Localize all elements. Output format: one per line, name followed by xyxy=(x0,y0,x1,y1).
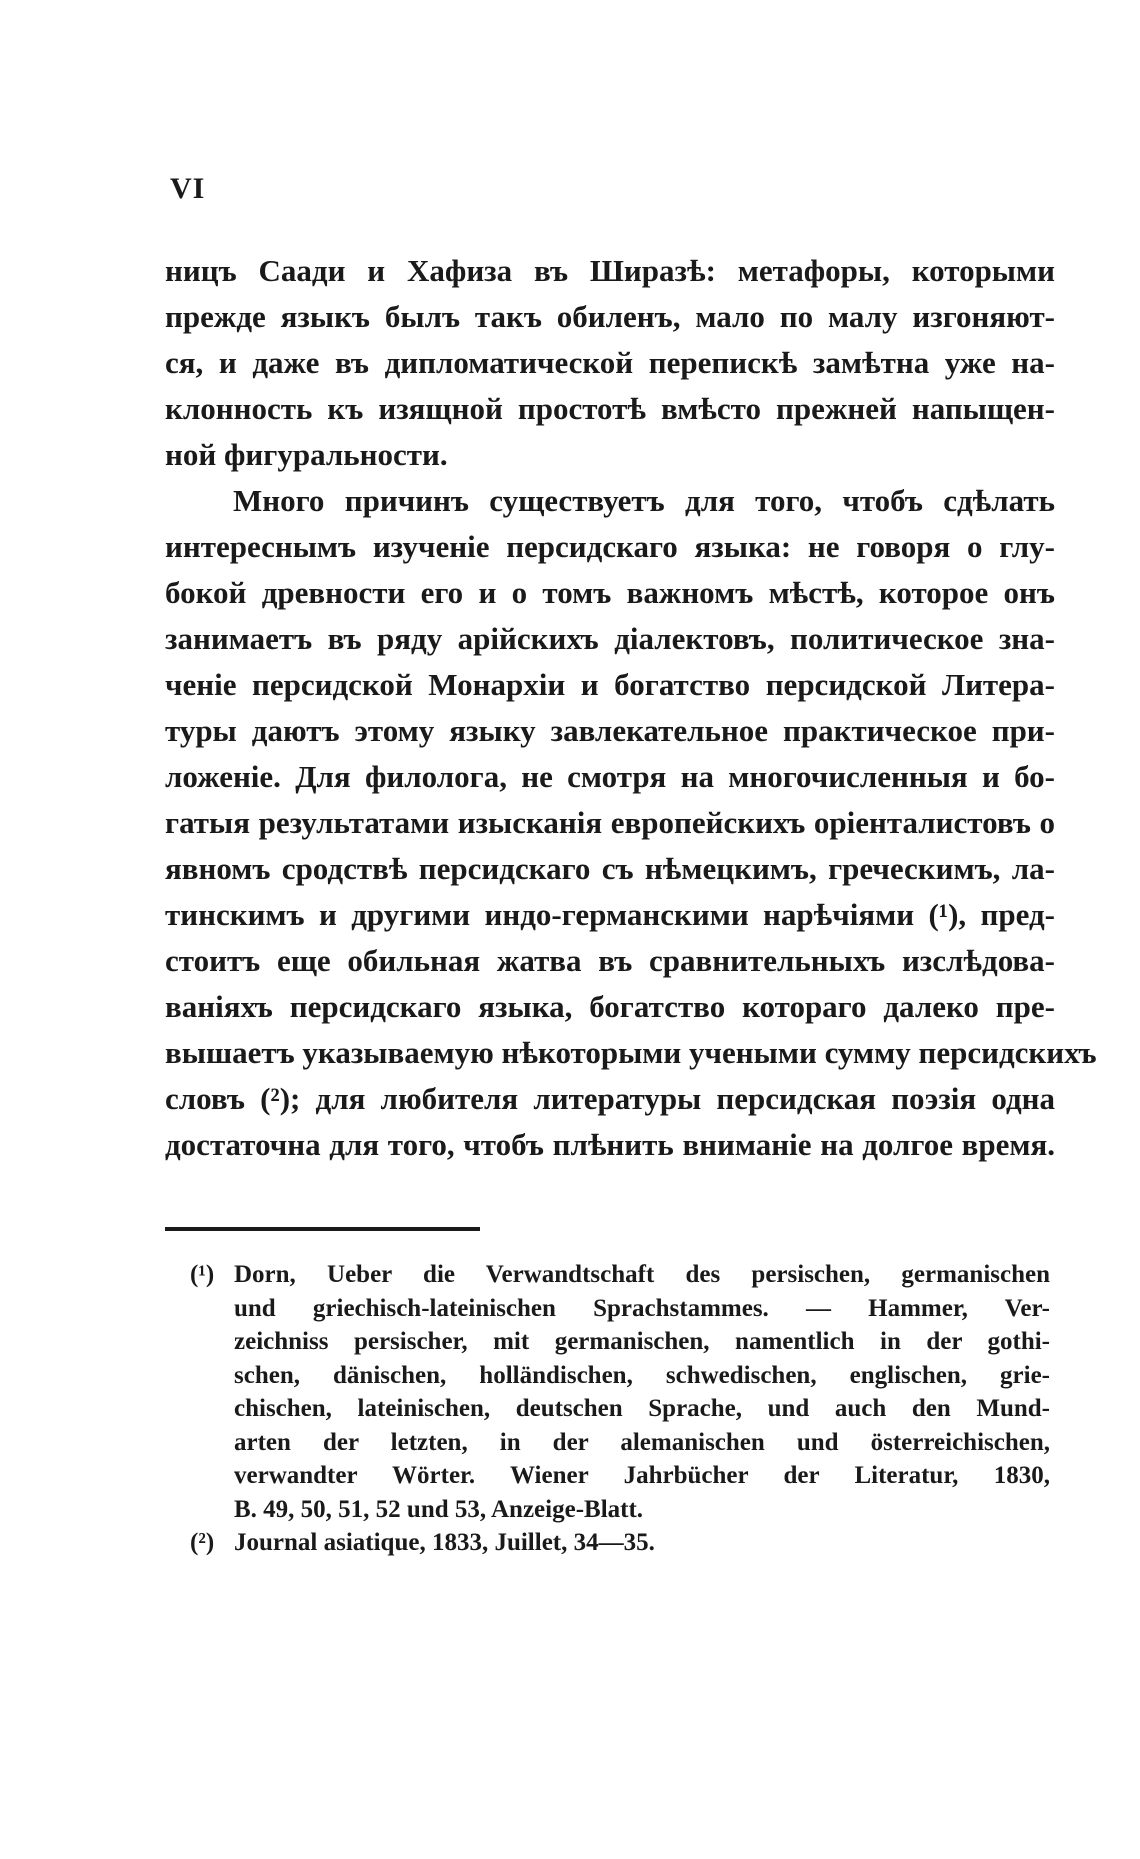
footnote-1-line: chischen, lateinischen, deutschen Sprache, und auch den Mund- xyxy=(234,1395,1050,1422)
text-line: явномъ сродствѣ персидскаго съ нѣмецкимъ, греческимъ, ла- xyxy=(165,851,1055,886)
text-line: ченіе персидской Монархіи и богатство персидской Литера- xyxy=(165,667,1055,702)
footnote-1-line xyxy=(190,1258,1050,1292)
text-line: Много причинъ существуетъ для того, чтобъ сдѣлать xyxy=(233,483,1055,518)
text-line: ваніяхъ персидскаго языка, богатство котораго далеко пре- xyxy=(165,989,1055,1024)
text-line: тинскимъ и другими индо-германскими нарѣчіями (¹), пред- xyxy=(165,897,1055,932)
text-line: туры даютъ этому языку завлекательное практическое при- xyxy=(165,713,1055,748)
footnote-marker: (¹) xyxy=(190,1261,215,1288)
text-line: ной фигуральности. xyxy=(165,437,448,472)
footnote-1-line: B. 49, 50, 51, 52 und 53, Anzeige-Blatt. xyxy=(234,1495,644,1523)
footnote-marker: (²) xyxy=(190,1529,215,1556)
footnotes xyxy=(190,1258,1050,1560)
footnote-text: Journal asiatique, 1833, Juillet, 34—35. xyxy=(234,1529,655,1556)
footnote-1-line: verwandter Wörter. Wiener Jahrbücher der Literatur, 1830, xyxy=(234,1462,1050,1489)
footnote-1-line: und griechisch-lateinischen Sprachstammes. — Hammer, Ver- xyxy=(234,1294,1050,1322)
text-line: ницъ Саади и Хафиза въ Ширазѣ: метафоры, которыми xyxy=(165,253,1055,288)
footnote-2-line xyxy=(190,1526,1050,1560)
text-line: гатыя результатами изысканія европейскихъ оріенталистовъ о xyxy=(165,805,1055,840)
text-line: прежде языкъ былъ такъ обиленъ, мало по малу изгоняют- xyxy=(165,299,1055,334)
text-line: бокой древности его и о томъ важномъ мѣстѣ, которое онъ xyxy=(165,575,1055,610)
text-line: словъ (²); для любителя литературы персидская поэзія одна xyxy=(165,1081,1055,1116)
text-line: стоитъ еще обильная жатва въ сравнительныхъ изслѣдова- xyxy=(165,943,1055,978)
footnote-divider xyxy=(165,1227,480,1231)
text-line: клонность къ изящной простотѣ вмѣсто прежней напыщен- xyxy=(165,391,1055,426)
footnote-1-line: arten der letzten, in der alemanischen und österreichischen, xyxy=(234,1428,1050,1456)
text-line: ложеніе. Для филолога, не смотря на многочисленныя и бо- xyxy=(165,759,1055,794)
text-line: достаточна для того, чтобъ плѣнить вниманіе на долгое время. xyxy=(165,1127,1055,1162)
text-line: занимаетъ въ ряду арійскихъ діалектовъ, политическое зна- xyxy=(165,621,1055,656)
text-line: интереснымъ изученіе персидскаго языка: не говоря о глу- xyxy=(165,529,1055,564)
text-line: ся, и даже въ дипломатической перепискѣ замѣтна уже на- xyxy=(165,345,1055,380)
page-number: VI xyxy=(170,172,206,205)
main-paragraphs xyxy=(165,248,1097,1168)
text-line: вышаетъ указываемую нѣкоторыми учеными сумму персидскихъ xyxy=(165,1035,1097,1070)
footnote-1-line: zeichniss persischer, mit germanischen, namentlich in der gothi- xyxy=(234,1328,1050,1355)
footnote-text: Dorn, Ueber die Verwandtschaft des persischen, germanischen xyxy=(234,1261,1050,1288)
footnote-1-line: schen, dänischen, holländischen, schwedischen, englischen, grie- xyxy=(234,1361,1050,1389)
